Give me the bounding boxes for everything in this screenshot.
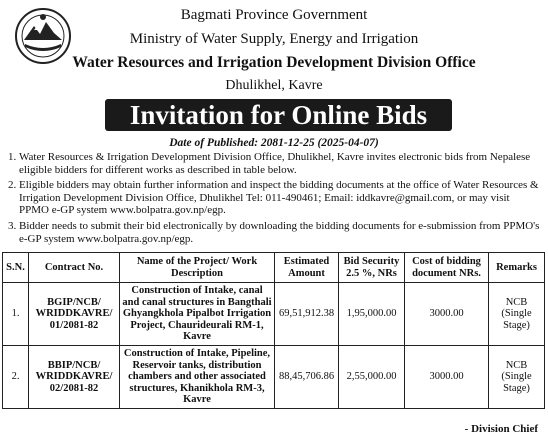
paragraph-number: 3. [8,220,17,232]
cell-contract: BGIP/NCB/ WRIDDKAVRE/ 01/2081-82 [29,283,120,346]
col-header-sn: S.N. [3,253,29,283]
cell-sn: 1. [3,283,29,346]
office-name: Water Resources and Irrigation Development Division Office [72,54,476,71]
col-header-security: Bid Security 2.5 %, NRs [339,253,405,283]
office-location: Dhulikhel, Kavre [225,78,323,93]
paragraph-2 [8,179,542,217]
cell-remarks: NCB (Single Stage) [489,346,545,409]
government-name: Bagmati Province Government [180,7,368,23]
cell-amount: 69,51,912.38 [275,283,339,346]
col-header-description: Name of the Project/ Work Description [120,253,275,283]
paragraph-number: 2. [8,179,17,191]
cell-cost: 3000.00 [405,346,489,409]
col-header-amount: Estimated Amount [275,253,339,283]
cell-contract: BBIP/NCB/ WRIDDKAVRE/ 02/2081-82 [29,346,120,409]
table-row [3,346,545,409]
cell-security: 2,55,000.00 [339,346,405,409]
publish-date: Date of Published: 2081-12-25 (2025-04-07) [169,137,379,149]
cell-sn: 2. [3,346,29,409]
notice-title-banner: Invitation for Online Bids [105,99,452,131]
cell-description: Construction of Intake, Pipeline, Reservoir tanks, distribution chambers and other associated structures, Khanikhola RM-3, Kavre [120,346,275,409]
signature-line: - Division Chief [464,423,538,435]
paragraph-number: 1. [8,151,17,163]
cell-amount: 88,45,706.86 [275,346,339,409]
cell-cost: 3000.00 [405,283,489,346]
table-row [3,283,545,346]
paragraph-1 [8,151,542,176]
col-header-remarks: Remarks [489,253,545,283]
ministry-name: Ministry of Water Supply, Energy and Irrigation [129,31,419,47]
paragraph-text: Bidder needs to submit their bid electronically by downloading the bidding documents for e-submission from PPMO's e-GP system www.bolpatra.gov.np/egp. [19,220,540,245]
cell-remarks: NCB (Single Stage) [489,283,545,346]
cell-description: Construction of Intake, canal and canal structures in Bangthali Ghyangkhola Pipalbot Irrigation Project, Chaurideurali RM-1, Kavre [120,283,275,346]
col-header-contract: Contract No. [29,253,120,283]
paragraph-3 [8,220,542,245]
table-header-row [3,253,545,283]
paragraph-text: Water Resources & Irrigation Development Division Office, Dhulikhel, Kavre invites electronic bids from Nepalese eligible bidders for different works as described in table below. [19,151,531,176]
cell-security: 1,95,000.00 [339,283,405,346]
bids-table [2,252,545,409]
paragraph-text: Eligible bidders may obtain further information and inspect the bidding documents at the office of Water Resources & Irrigation Development Division Office, Dhulikhel Tel: 011-490461; Email: iddkavre@gmail.com, or may visit PPMO e-GP system www.bolpatra.gov.np/egp. [19,179,539,216]
col-header-cost: Cost of bidding document NRs. [405,253,489,283]
